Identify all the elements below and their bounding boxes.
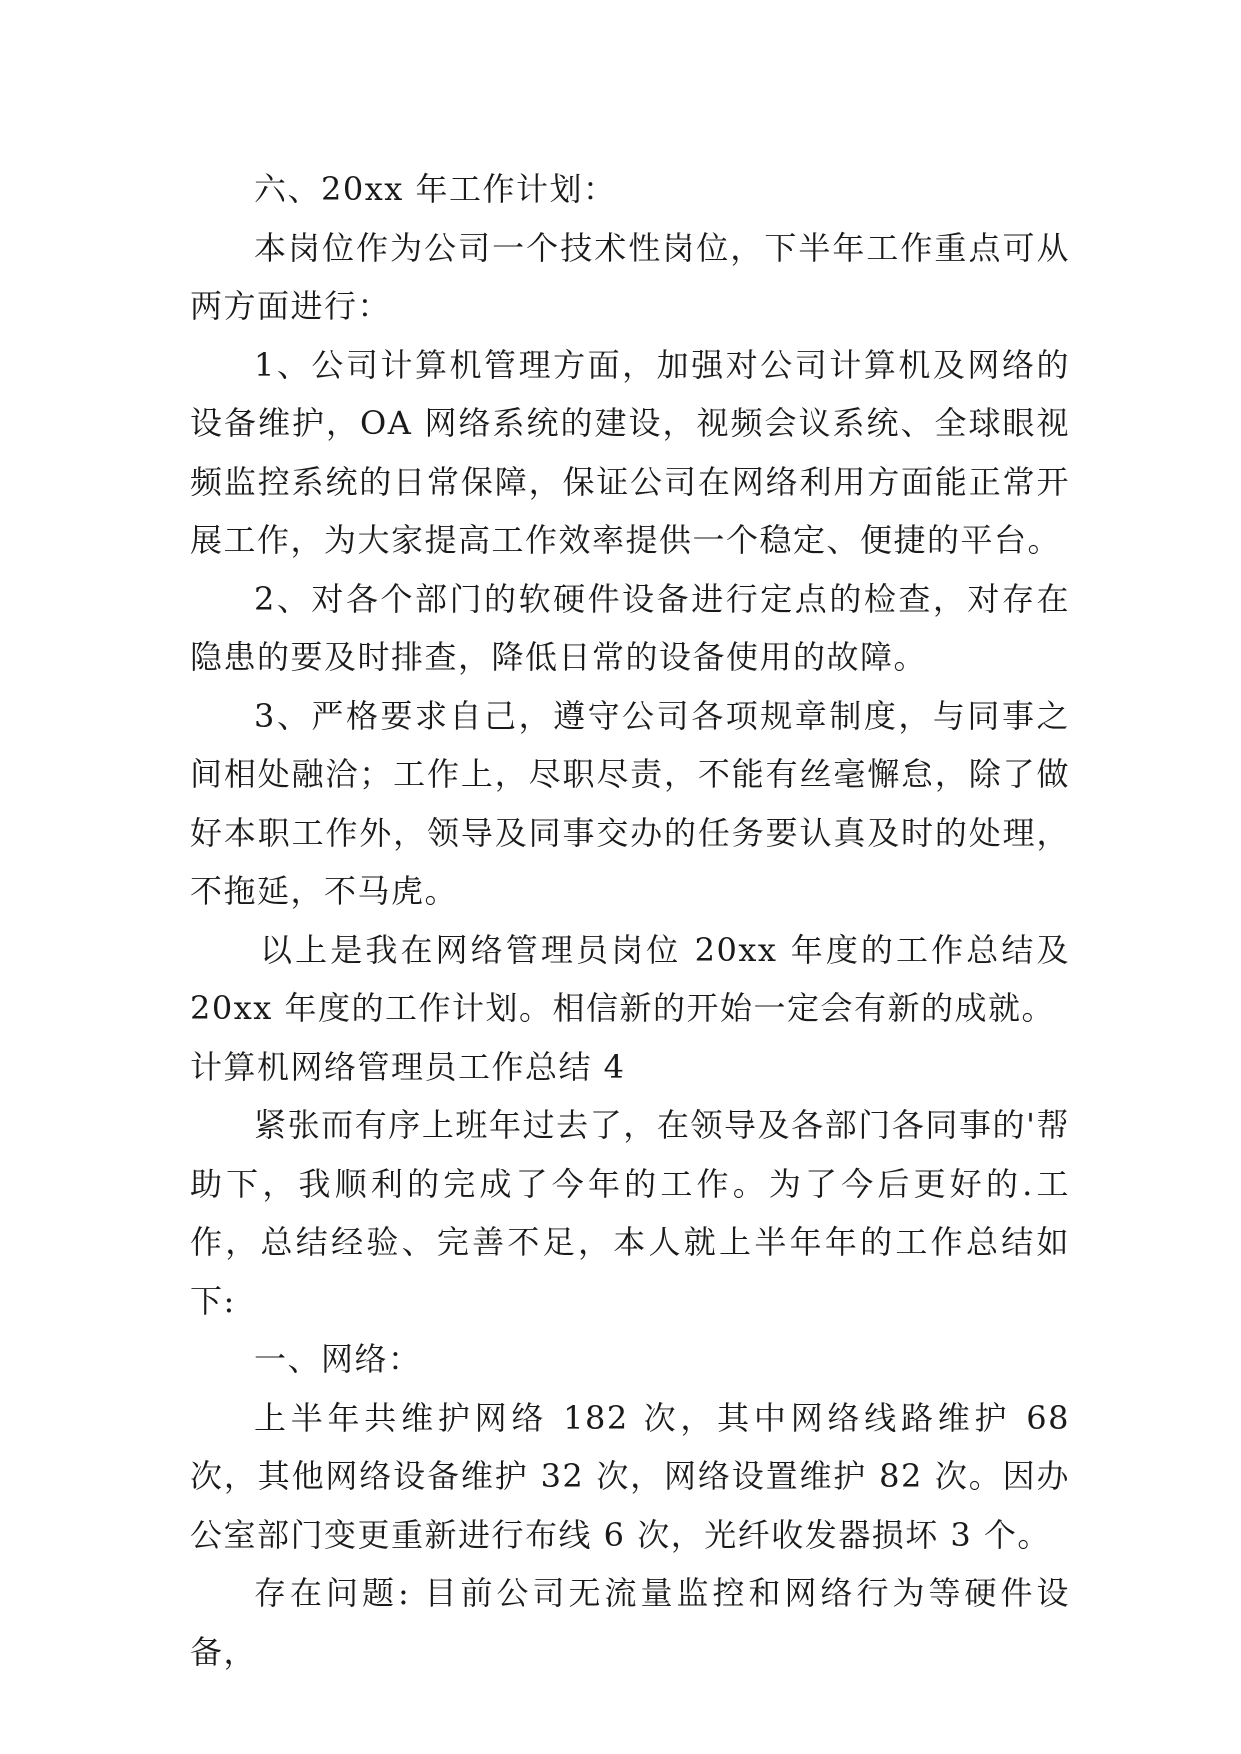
- plan-heading: 六、20xx 年工作计划：: [254, 170, 617, 208]
- network-heading: 一、网络：: [254, 1340, 422, 1378]
- plan-item-3-paragraph: 3、严格要求自己，遵守公司各项规章制度，与同事之间相处融洽；工作上，尽职尽责，不能有丝毫懈怠，除了做好本职工作外，领导及同事交办的任务要认真及时的处理，不拖延，不马虎。: [190, 696, 1070, 910]
- closing-paragraph: 以上是我在网络管理员岗位 20xx 年度的工作总结及 20xx 年度的工作计划。相信新的开始一定会有新的成就。: [190, 930, 1070, 1027]
- section-title: 计算机网络管理员工作总结 4: [190, 1047, 626, 1086]
- plan-item-1-paragraph: 1、公司计算机管理方面，加强对公司计算机及网络的设备维护，OA 网络系统的建设，视频会议系统、全球眼视频监控系统的日常保障，保证公司在网络利用方面能正常开展工作，为大家提高工作效率提供一个稳定、便捷的平台。: [190, 345, 1070, 559]
- document-body: [190, 160, 1070, 1681]
- plan-item-2-paragraph: 2、对各个部门的软硬件设备进行定点的检查，对存在隐患的要及时排查，降低日常的设备使用的故障。: [190, 579, 1070, 676]
- network-stats-paragraph: 上半年共维护网络 182 次，其中网络线路维护 68 次，其他网络设备维护 32 次，网络设置维护 82 次。因办公室部门变更重新进行布线 6 次，光纤收发器损坏 3 个。: [190, 1398, 1070, 1554]
- plan-intro-paragraph: 本岗位作为公司一个技术性岗位，下半年工作重点可从两方面进行：: [190, 228, 1070, 325]
- issues-paragraph: 存在问题: 目前公司无流量监控和网络行为等硬件设备，: [190, 1574, 1070, 1671]
- summary-intro-paragraph: 紧张而有序上班年过去了，在领导及各部门各同事的'帮助下，我顺利的完成了今年的工作。为了今后更好的.工作，总结经验、完善不足，本人就上半年年的工作总结如下:: [190, 1106, 1070, 1320]
